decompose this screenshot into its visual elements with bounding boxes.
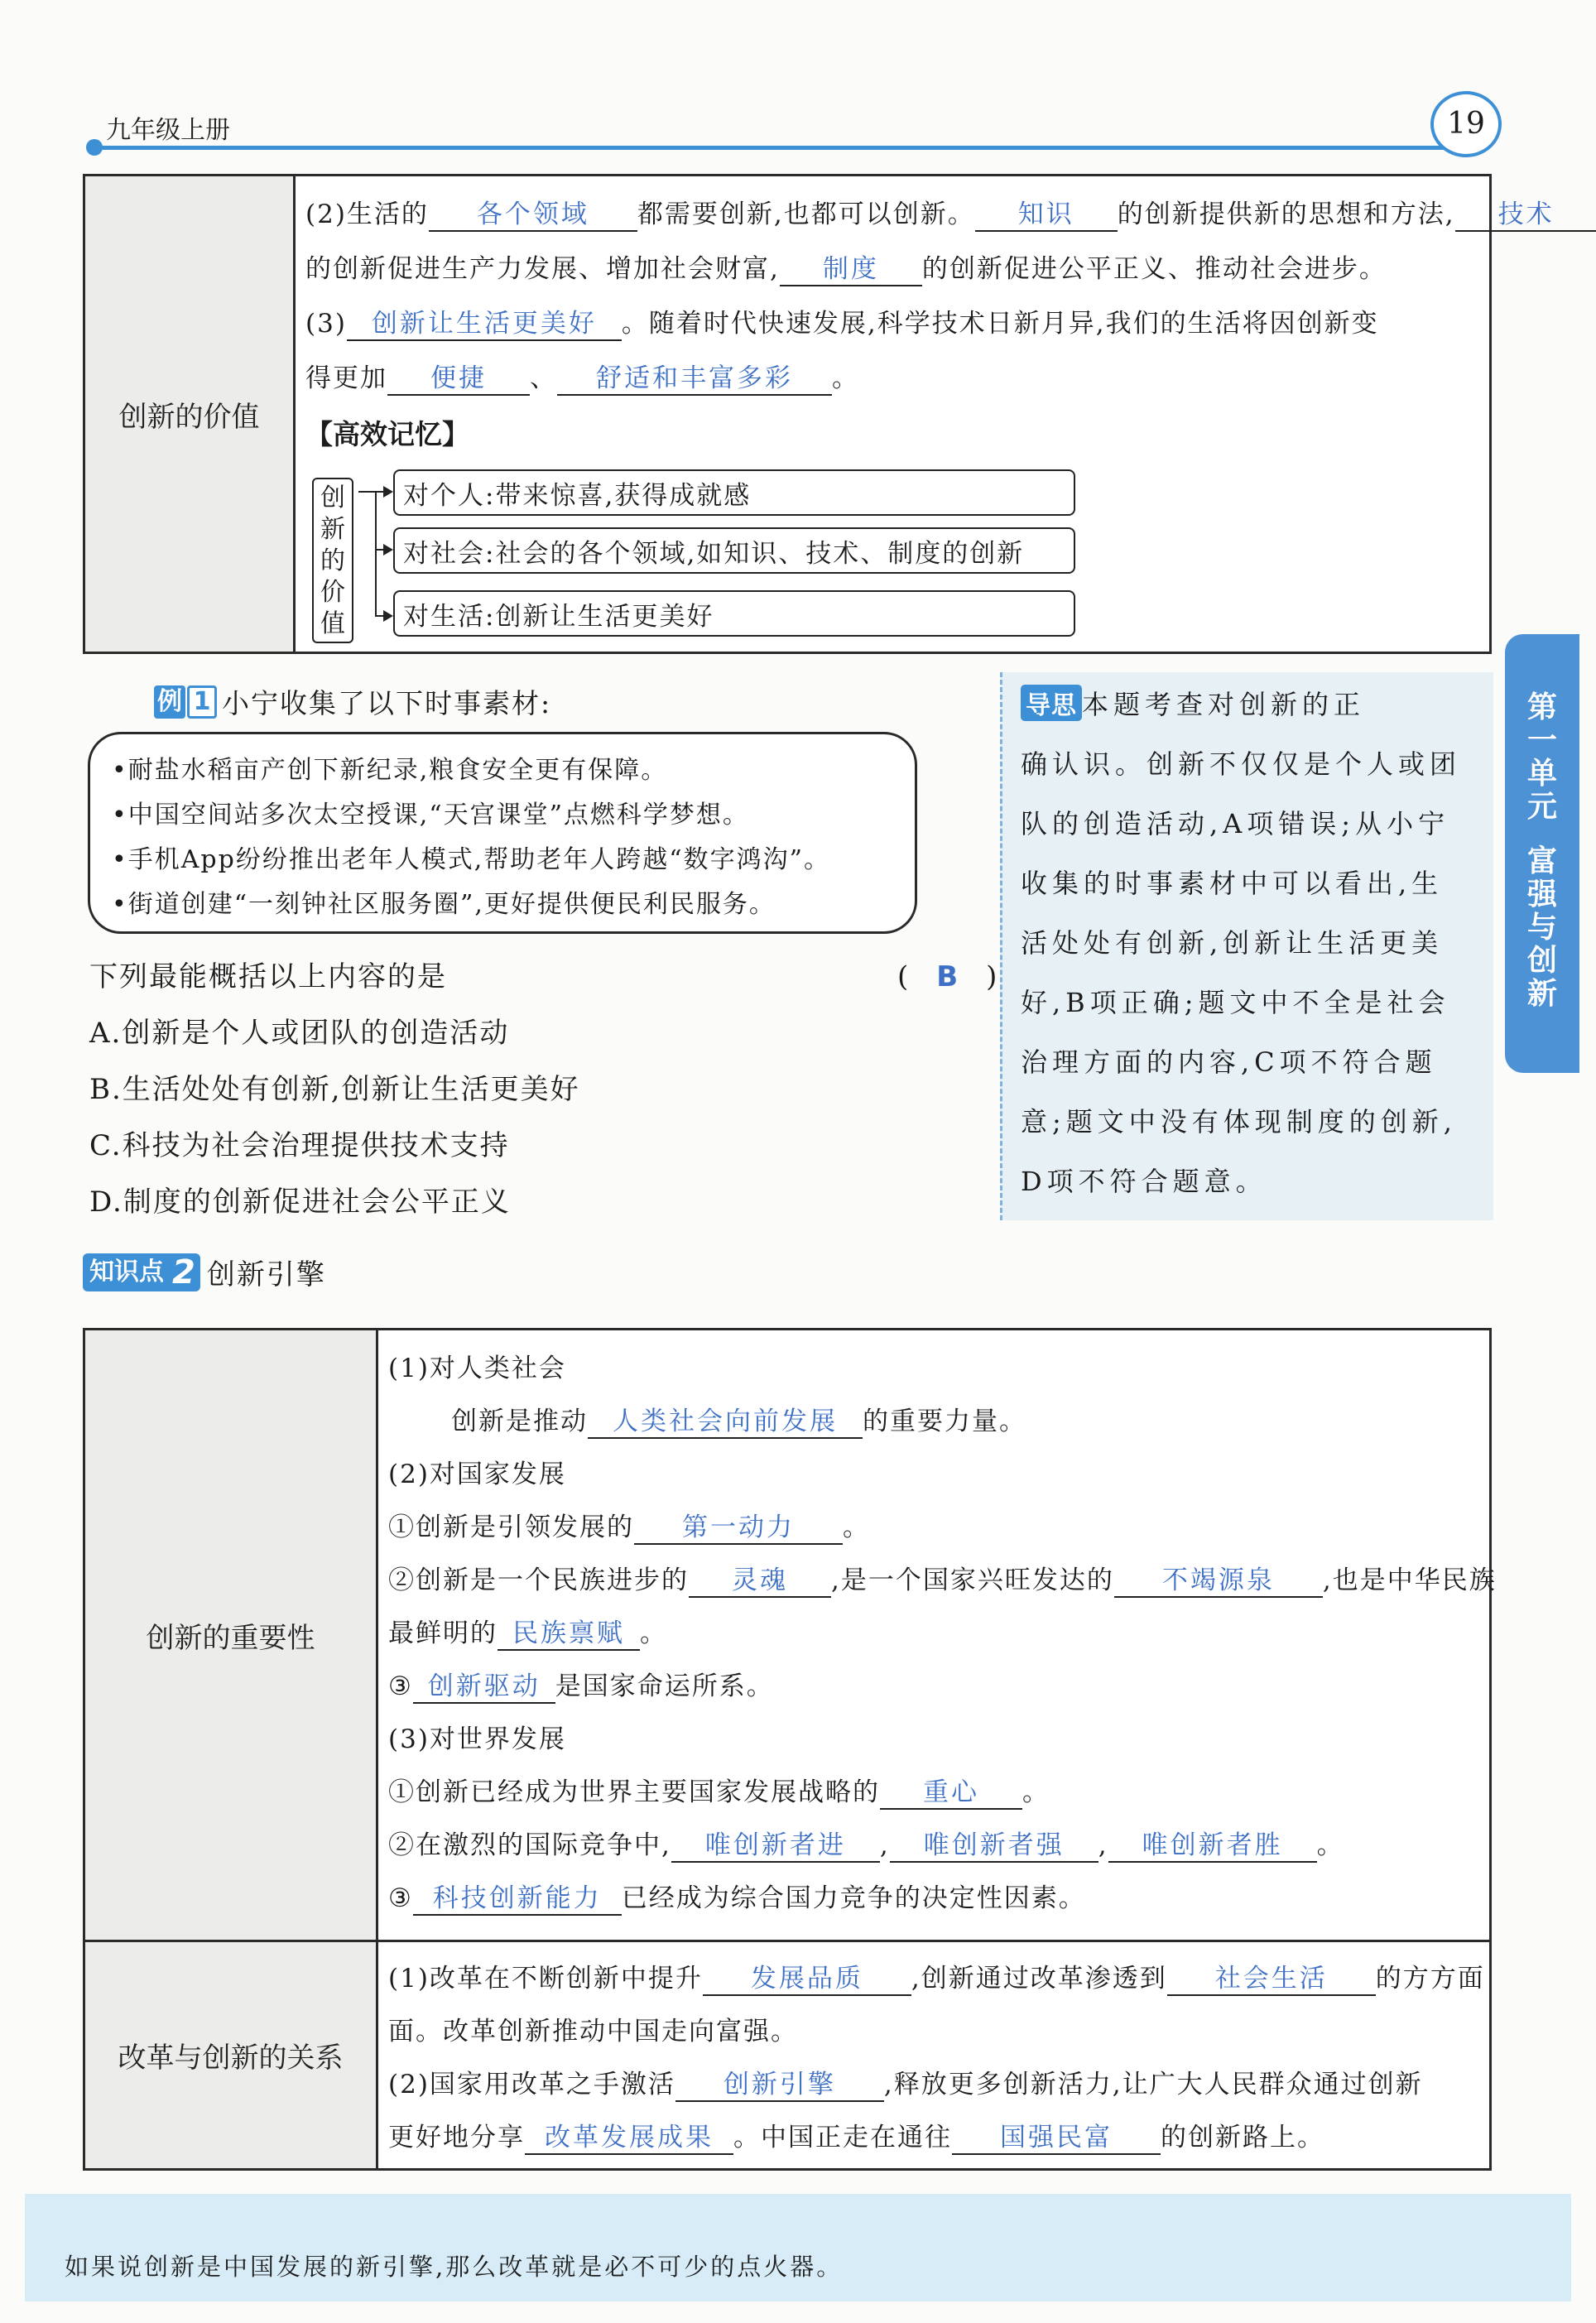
answer-blank: 创新驱动 [413, 1665, 555, 1704]
answer-blank: 知识 [975, 193, 1118, 232]
memory-item: 对个人:带来惊喜,获得成就感 [393, 469, 1075, 516]
side-tab-char: 新 [1526, 977, 1557, 1011]
guide-line: 治理方面的内容,C项不符合题 [1021, 1046, 1437, 1078]
answer-blank: 技术 [1455, 193, 1596, 232]
table-cell-content [305, 176, 1555, 652]
materials-box [88, 732, 917, 934]
answer-blank: 各个领域 [429, 193, 637, 232]
answer-blank: 唯创新者强 [890, 1824, 1098, 1863]
book-title: 九年级上册 [106, 116, 230, 145]
answer-blank: 民族禀赋 [498, 1612, 640, 1651]
answer-blank: 不竭源泉 [1114, 1559, 1323, 1598]
answer-blank: 重心 [880, 1771, 1022, 1810]
guide-line: 意;题文中没有体现制度的创新, [1021, 1106, 1457, 1137]
answer-blank: 第一动力 [634, 1506, 843, 1545]
guide-line: 确认识。创新不仅仅是个人或团 [1021, 748, 1462, 780]
side-tab-char: 单 [1526, 757, 1557, 791]
guide-box [1000, 672, 1493, 1220]
side-tab-char: 强 [1526, 878, 1557, 911]
side-tab-char: 富 [1526, 844, 1557, 878]
memory-item: 对生活:创新让生活更美好 [393, 590, 1075, 637]
answer-blank: 灵魂 [689, 1559, 831, 1598]
answer-blank: 便捷 [387, 357, 530, 396]
unit-side-tab [1505, 634, 1579, 1073]
content-line: (3) 创新让生活更美好 。随着时代快速发展,科学技术日新月异,我们的生活将因创新变 [305, 302, 1379, 341]
knowledge-point-badge: 知识点 [83, 1253, 171, 1291]
content-line: 的创新促进生产力发展、增加社会财富, 制度 的创新促进公平正义、推动社会进步。 [305, 248, 1387, 286]
material-item: •街道创建“一刻钟社区服务圈”,更好提供便民利民服务。 [112, 890, 776, 919]
knowledge-point-heading [83, 1252, 326, 1292]
table-cell-content [388, 1942, 1485, 2168]
footer-band [25, 2194, 1571, 2301]
content-line: 最鲜明的 民族禀赋 。 [388, 1612, 667, 1651]
answer-blank: 创新引擎 [675, 2063, 884, 2102]
guide-badge: 导思 [1021, 685, 1082, 721]
guide-line: 好,B项正确;题文中不全是社会 [1021, 987, 1450, 1018]
answer-blank: 唯创新者进 [671, 1824, 880, 1863]
guide-line: 导思 本题考查对创新的正 [1021, 684, 1365, 722]
knowledge-point-title: 创新引擎 [206, 1258, 326, 1291]
answer-blank: 人类社会向前发展 [588, 1400, 863, 1439]
table-cell-content [388, 1330, 1497, 1940]
option-b: B.生活处处有创新,创新让生活更美好 [89, 1073, 580, 1106]
material-item: •耐盐水稻亩产创下新纪录,粮食安全更有保障。 [112, 756, 668, 785]
innovation-value-table [83, 174, 1555, 654]
footer-quote: 如果说创新是中国发展的新引擎,那么改革就是必不可少的点火器。 [65, 2253, 844, 2281]
knowledge-point-number: 2 [171, 1253, 200, 1291]
page-number: 19 [1430, 91, 1502, 157]
table-row-label: 改革与创新的关系 [85, 1942, 378, 2168]
memory-item: 对社会:社会的各个领域,如知识、技术、制度的创新 [393, 527, 1075, 574]
side-tab-char: 一 [1526, 724, 1557, 758]
side-tab-char: 创 [1526, 944, 1557, 978]
content-line: (1)对人类社会 [388, 1354, 566, 1383]
header-rule [91, 146, 1449, 150]
answer-blank: 国强民富 [952, 2116, 1161, 2155]
content-line: ③ 科技创新能力 已经成为综合国力竞争的决定性因素。 [388, 1877, 1086, 1916]
example-badge: 例 [154, 685, 185, 719]
answer-blank: 制度 [780, 248, 922, 286]
guide-line: 队的创造活动,A项错误;从小宁 [1021, 808, 1450, 839]
memory-branch-line [375, 491, 377, 615]
guide-line: D项不符合题意。 [1021, 1166, 1267, 1197]
memory-arrow [375, 549, 392, 551]
content-line: (2)生活的 各个领域 都需要创新,也都可以创新。 知识 的创新提供新的思想和方法, 技术 [305, 193, 1596, 232]
answer-blank: 唯创新者胜 [1108, 1824, 1317, 1863]
example-number: 1 [187, 685, 217, 719]
answer-blank: 科技创新能力 [413, 1877, 622, 1916]
answer-blank: 改革发展成果 [525, 2116, 733, 2155]
content-line: ①创新已经成为世界主要国家发展战略的 重心 。 [388, 1771, 1050, 1810]
content-line: ①创新是引领发展的 第一动力 。 [388, 1506, 870, 1545]
content-line: 得更加 便捷 、 舒适和丰富多彩 。 [305, 357, 859, 396]
content-line: ②创新是一个民族进步的 灵魂 ,是一个国家兴旺发达的 不竭源泉 ,也是中华民族 [388, 1559, 1497, 1598]
side-tab-char: 第 [1526, 690, 1557, 724]
question-stem: 下列最能概括以上内容的是 [89, 960, 447, 993]
content-line: ②在激烈的国际竞争中, 唯创新者进 , 唯创新者强 , 唯创新者胜 。 [388, 1824, 1344, 1863]
option-d: D.制度的创新促进社会公平正义 [89, 1186, 511, 1219]
content-line: (1)改革在不断创新中提升 发展品质 ,创新通过改革渗透到 社会生活 的方方面 [388, 1957, 1485, 1996]
side-tab-char: 与 [1526, 911, 1557, 945]
content-line: ③ 创新驱动 是国家命运所系。 [388, 1665, 774, 1704]
answer-blank: 创新让生活更美好 [347, 302, 622, 341]
answer-blank: 社会生活 [1167, 1957, 1376, 1996]
material-item: •手机App纷纷推出老年人模式,帮助老年人跨越“数字鸿沟”。 [112, 845, 830, 874]
option-c: C.科技为社会治理提供技术支持 [89, 1129, 510, 1162]
example-intro: 小宁收集了以下时事素材: [222, 687, 552, 719]
answer-letter: B [936, 960, 959, 993]
option-a: A.创新是个人或团队的创造活动 [89, 1017, 510, 1050]
side-tab-char: 元 [1526, 790, 1557, 824]
memory-root-box: 创 新 的 价 值 [312, 478, 353, 643]
guide-line: 收集的时事素材中可以看出,生 [1021, 868, 1444, 899]
memory-arrow [358, 491, 392, 493]
example-header [154, 682, 551, 721]
innovation-engine-table [83, 1328, 1497, 2171]
guide-line: 活处处有创新,创新让生活更美 [1021, 927, 1444, 959]
content-line: (2)国家用改革之手激活 创新引擎 ,释放更多创新活力,让广大人民群众通过创新 [388, 2063, 1423, 2102]
answer-bracket: ( B ) [897, 960, 997, 993]
answer-blank: 舒适和丰富多彩 [557, 357, 832, 396]
table-row-label: 创新的价值 [85, 176, 296, 652]
memory-title: 【高效记忆】 [305, 418, 469, 450]
answer-blank: 发展品质 [703, 1957, 911, 1996]
content-line: 面。改革创新推动中国走向富强。 [388, 2017, 798, 2046]
content-line: 创新是推动 人类社会向前发展 的重要力量。 [451, 1400, 1026, 1439]
material-item: •中国空间站多次太空授课,“天宫课堂”点燃科学梦想。 [112, 801, 749, 830]
memory-arrow [375, 615, 392, 617]
table-row-label: 创新的重要性 [85, 1330, 378, 1940]
content-line: (2)对国家发展 [388, 1460, 566, 1489]
content-line: (3)对世界发展 [388, 1724, 566, 1754]
content-line: 更好地分享 改革发展成果 。中国正走在通往 国强民富 的创新路上。 [388, 2116, 1324, 2155]
